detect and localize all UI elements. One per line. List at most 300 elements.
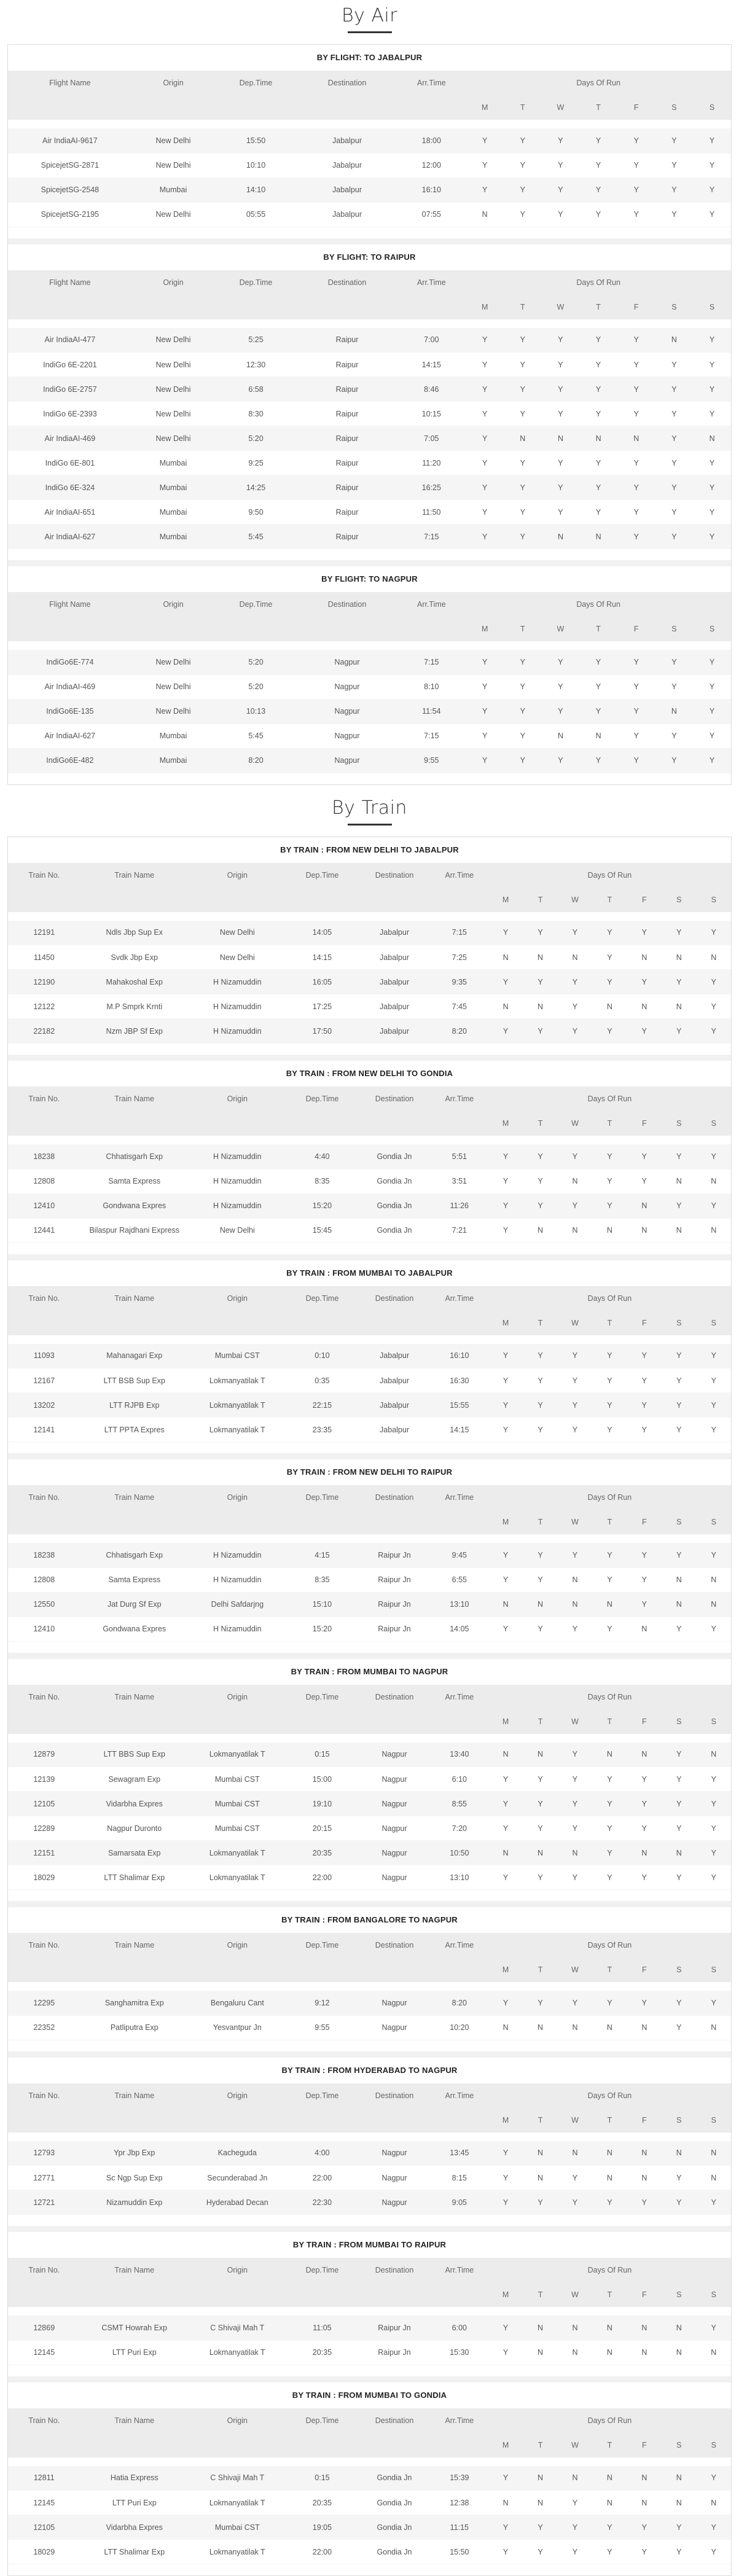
train-heading: By Train (332, 797, 407, 819)
day-run-cell: Y (693, 674, 731, 699)
train-no-cell: 12295 (8, 1991, 80, 2015)
day-run-cell: Y (697, 1816, 732, 1841)
destination-cell: Raipur Jn (358, 1617, 431, 1641)
table-row (8, 1368, 731, 1393)
day-letter-header: T (592, 1311, 627, 1335)
day-run-cell: N (662, 1169, 696, 1193)
dep-time-cell: 14:15 (286, 945, 359, 970)
train-table-section (8, 2376, 731, 2576)
train-no-cell: 18029 (8, 1865, 80, 1890)
day-run-cell: Y (693, 377, 731, 402)
dep-time-cell: 15:20 (286, 1617, 359, 1641)
day-letter-header: M (466, 617, 504, 641)
spacer-row (8, 912, 731, 921)
day-letter-header: T (579, 617, 617, 641)
destination-cell: Raipur Jn (358, 1567, 431, 1592)
table-row (8, 724, 731, 748)
days-of-run-header: Days Of Run (488, 863, 731, 888)
blank-header-cell (8, 1311, 80, 1335)
destination-cell: Gondia Jn (358, 1193, 431, 1218)
flight-name-cell: Air IndiaAI-627 (8, 525, 132, 549)
day-run-cell: N (627, 2340, 662, 2365)
train-name-cell: Sewagram Exp (80, 1767, 189, 1792)
day-run-cell: Y (579, 748, 617, 773)
day-run-cell: N (697, 2141, 732, 2166)
table-row (8, 921, 731, 945)
day-run-cell: Y (617, 674, 655, 699)
day-run-cell: Y (523, 2515, 557, 2540)
train-no-cell: 12105 (8, 2515, 80, 2540)
day-run-cell: N (592, 994, 627, 1019)
blank-header-cell (358, 2108, 431, 2133)
day-run-cell: Y (617, 475, 655, 500)
blank-header-cell (189, 2282, 286, 2307)
day-run-cell: Y (504, 328, 542, 353)
day-run-cell: N (523, 2340, 557, 2365)
train-name-cell: Jat Durg Sf Exp (80, 1592, 189, 1617)
day-run-cell: Y (662, 1543, 696, 1567)
spacer-row (8, 2307, 731, 2316)
day-run-cell: N (523, 994, 557, 1019)
dep-time-cell: 9:55 (286, 2015, 359, 2040)
origin-cell: H Nizamuddin (189, 970, 286, 994)
days-of-run-header: Days Of Run (488, 1933, 731, 1957)
origin-cell: New Delhi (132, 699, 215, 724)
train-name-cell: Gondwana Expres (80, 1617, 189, 1641)
day-run-cell: Y (655, 748, 694, 773)
day-run-cell: N (627, 1193, 662, 1218)
destination-cell: Nagpur (358, 1743, 431, 1767)
day-run-cell: Y (579, 377, 617, 402)
day-run-cell: N (627, 2491, 662, 2515)
train-name-cell: LTT PPTA Expres (80, 1418, 189, 1442)
train-no-header: Train No. (8, 1933, 80, 1957)
blank-header-cell (358, 1510, 431, 1534)
spacer-cell (8, 1335, 731, 1344)
blank-header-cell (297, 95, 397, 120)
blank-header-cell (80, 1709, 189, 1734)
day-run-cell: Y (662, 1767, 696, 1792)
dep-time-cell: 5:25 (214, 328, 297, 353)
dep-time-cell: 4:15 (286, 1543, 359, 1567)
train-no-cell: 12191 (8, 921, 80, 945)
day-run-cell: N (504, 426, 542, 451)
days-of-run-header: Days Of Run (488, 1685, 731, 1709)
flight-name-cell: Air IndiaAI-651 (8, 500, 132, 525)
day-letter-header: T (579, 295, 617, 319)
arr-time-cell: 10:20 (431, 2015, 488, 2040)
day-run-cell: Y (488, 2540, 523, 2564)
day-run-cell: Y (542, 153, 580, 178)
day-run-cell: Y (466, 153, 504, 178)
train-no-cell: 12410 (8, 1193, 80, 1218)
day-run-cell: Y (558, 1144, 592, 1169)
train-name-cell: Ndls Jbp Sup Ex (80, 921, 189, 945)
day-letter-header: S (693, 295, 731, 319)
day-run-cell: Y (693, 525, 731, 549)
arr-time-cell: 8:46 (397, 377, 466, 402)
arr-time-cell: 7:21 (431, 1218, 488, 1243)
destination-header: Destination (358, 2083, 431, 2108)
origin-cell: Mumbai CST (189, 1767, 286, 1792)
table-title: BY TRAIN : FROM BANGALORE TO NAGPUR (8, 1907, 731, 1933)
train-no-cell: 12139 (8, 1767, 80, 1792)
destination-cell: Nagpur (358, 1792, 431, 1816)
dep-time-cell: 0:15 (286, 2466, 359, 2491)
day-run-cell: Y (627, 2515, 662, 2540)
day-run-cell: N (592, 2316, 627, 2340)
train-name-cell: Gondwana Expres (80, 1193, 189, 1218)
day-run-cell: N (662, 2491, 696, 2515)
day-letters-row (8, 1311, 731, 1335)
day-run-cell: Y (592, 1991, 627, 2015)
origin-cell: New Delhi (132, 328, 215, 353)
day-run-cell: Y (558, 2190, 592, 2215)
dep-time-cell: 14:25 (214, 475, 297, 500)
destination-cell: Gondia Jn (358, 1169, 431, 1193)
day-run-cell: Y (523, 1144, 557, 1169)
table-row (8, 1841, 731, 1865)
day-letter-header: T (523, 1111, 557, 1136)
day-run-cell: Y (662, 1019, 696, 1044)
day-run-cell: Y (655, 525, 694, 549)
day-letter-header: W (558, 2282, 592, 2307)
day-run-cell: Y (655, 202, 694, 227)
day-letter-header: T (523, 1709, 557, 1734)
day-run-cell: Y (504, 475, 542, 500)
blank-header-cell (189, 2108, 286, 2133)
arr-time-cell: 07:55 (397, 202, 466, 227)
blank-header-cell (8, 2108, 80, 2133)
table-row (8, 2015, 731, 2040)
dep-time-header: Dep.Time (286, 1286, 359, 1311)
train-no-header: Train No. (8, 1485, 80, 1510)
day-run-cell: Y (579, 353, 617, 377)
table-row (8, 1743, 731, 1767)
day-run-cell: Y (466, 451, 504, 475)
day-run-cell: Y (627, 1865, 662, 1890)
table-row (8, 1193, 731, 1218)
day-run-cell: N (523, 2316, 557, 2340)
arr-time-cell: 15:55 (431, 1393, 488, 1418)
day-letter-header: W (558, 1709, 592, 1734)
arr-time-cell: 15:50 (431, 2540, 488, 2564)
table-row (8, 2515, 731, 2540)
table-row (8, 1393, 731, 1418)
train-no-cell: 12793 (8, 2141, 80, 2166)
origin-cell: New Delhi (132, 402, 215, 426)
blank-header-cell (358, 1311, 431, 1335)
train-table (8, 863, 731, 1044)
day-run-cell: Y (542, 402, 580, 426)
origin-cell: Mumbai (132, 724, 215, 748)
day-run-cell: N (523, 2466, 557, 2491)
arr-time-header: Arr.Time (431, 2258, 488, 2282)
blank-header-cell (8, 888, 80, 912)
day-letter-header: T (523, 888, 557, 912)
day-run-cell: N (627, 945, 662, 970)
day-letter-header: T (504, 295, 542, 319)
day-run-cell: Y (617, 402, 655, 426)
blank-header-cell (431, 1957, 488, 1982)
day-run-cell: Y (523, 2190, 557, 2215)
day-letter-header: W (558, 1510, 592, 1534)
day-letter-header: M (488, 2433, 523, 2457)
destination-cell: Raipur (297, 377, 397, 402)
day-run-cell: Y (592, 1865, 627, 1890)
blank-header-cell (189, 2433, 286, 2457)
origin-cell: Mumbai (132, 178, 215, 202)
destination-cell: Gondia Jn (358, 2466, 431, 2491)
table-row (8, 2540, 731, 2564)
day-run-cell: Y (662, 1418, 696, 1442)
train-tables-container (7, 837, 732, 2576)
spacer-cell (8, 2307, 731, 2316)
day-run-cell: Y (558, 1991, 592, 2015)
train-name-cell: LTT BBS Sup Exp (80, 1743, 189, 1767)
table-row (8, 2340, 731, 2365)
day-run-cell: N (697, 1743, 732, 1767)
day-run-cell: N (627, 2166, 662, 2190)
origin-header: Origin (189, 863, 286, 888)
day-run-cell: Y (693, 724, 731, 748)
arr-time-cell: 6:55 (431, 1567, 488, 1592)
train-name-header: Train Name (80, 863, 189, 888)
origin-cell: New Delhi (132, 426, 215, 451)
day-run-cell: Y (592, 970, 627, 994)
table-title: BY TRAIN : FROM MUMBAI TO JABALPUR (8, 1260, 731, 1286)
day-run-cell: N (488, 1592, 523, 1617)
dep-time-cell: 17:50 (286, 1019, 359, 1044)
day-run-cell: Y (655, 353, 694, 377)
train-table-section (8, 2226, 731, 2376)
day-run-cell: Y (662, 1617, 696, 1641)
arr-time-cell: 7:00 (397, 328, 466, 353)
train-name-cell: Samarsata Exp (80, 1841, 189, 1865)
day-run-cell: Y (558, 921, 592, 945)
dep-time-header: Dep.Time (286, 2083, 359, 2108)
dep-time-cell: 19:10 (286, 1792, 359, 1816)
destination-cell: Jabalpur (358, 921, 431, 945)
dep-time-cell: 8:35 (286, 1567, 359, 1592)
destination-header: Destination (358, 2258, 431, 2282)
spacer-cell (8, 120, 731, 128)
table-row (8, 970, 731, 994)
destination-cell: Nagpur (297, 674, 397, 699)
flight-name-header: Flight Name (8, 270, 132, 295)
day-run-cell: Y (579, 451, 617, 475)
day-letter-header: S (693, 617, 731, 641)
flight-name-cell: Air IndiaAI-469 (8, 426, 132, 451)
blank-header-cell (189, 1709, 286, 1734)
day-run-cell: Y (504, 748, 542, 773)
blank-header-cell (286, 2433, 359, 2457)
train-table (8, 1485, 731, 1642)
day-run-cell: Y (627, 1393, 662, 1418)
arr-time-cell: 7:15 (397, 525, 466, 549)
day-letter-header: W (558, 1111, 592, 1136)
destination-cell: Nagpur (358, 1991, 431, 2015)
origin-cell: C Shivaji Mah T (189, 2466, 286, 2491)
blank-header-cell (80, 888, 189, 912)
blank-header-cell (189, 888, 286, 912)
day-run-cell: Y (617, 178, 655, 202)
origin-cell: Mumbai (132, 475, 215, 500)
flight-name-cell: IndiGo 6E-2393 (8, 402, 132, 426)
day-run-cell: N (662, 1218, 696, 1243)
blank-header-cell (286, 2282, 359, 2307)
train-name-cell: Mahanagari Exp (80, 1344, 189, 1368)
day-run-cell: N (592, 1743, 627, 1767)
dep-time-cell: 5:20 (214, 426, 297, 451)
origin-cell: Mumbai (132, 525, 215, 549)
blank-header-cell (80, 1311, 189, 1335)
day-run-cell: Y (617, 650, 655, 674)
header-row (8, 2258, 731, 2282)
day-run-cell: Y (488, 1567, 523, 1592)
day-run-cell: Y (558, 2515, 592, 2540)
header-row (8, 2408, 731, 2433)
day-run-cell: Y (693, 353, 731, 377)
destination-header: Destination (358, 2408, 431, 2433)
origin-cell: H Nizamuddin (189, 1567, 286, 1592)
train-table (8, 1685, 731, 1891)
destination-cell: Raipur (297, 353, 397, 377)
table-row (8, 2466, 731, 2491)
train-no-header: Train No. (8, 863, 80, 888)
day-run-cell: N (627, 2015, 662, 2040)
blank-header-cell (8, 2282, 80, 2307)
spacer-row (8, 1335, 731, 1344)
day-letter-header: S (662, 2282, 696, 2307)
origin-header: Origin (132, 592, 215, 617)
train-name-cell: Svdk Jbp Exp (80, 945, 189, 970)
flight-name-header: Flight Name (8, 71, 132, 95)
day-letter-header: T (523, 2108, 557, 2133)
day-run-cell: Y (488, 1344, 523, 1368)
day-run-cell: Y (504, 202, 542, 227)
table-row (8, 2491, 731, 2515)
day-run-cell: N (488, 994, 523, 1019)
arr-time-header: Arr.Time (397, 592, 466, 617)
arr-time-cell: 10:50 (431, 1841, 488, 1865)
day-run-cell: N (523, 2166, 557, 2190)
train-name-cell: Nizamuddin Exp (80, 2190, 189, 2215)
day-run-cell: N (466, 202, 504, 227)
day-run-cell: Y (627, 1169, 662, 1193)
day-run-cell: Y (558, 1393, 592, 1418)
origin-cell: H Nizamuddin (189, 1617, 286, 1641)
day-run-cell: Y (488, 2166, 523, 2190)
table-row (8, 475, 731, 500)
day-run-cell: N (542, 525, 580, 549)
arr-time-cell: 6:00 (431, 2316, 488, 2340)
day-run-cell: N (627, 2141, 662, 2166)
day-run-cell: Y (558, 970, 592, 994)
day-run-cell: Y (488, 2340, 523, 2365)
spacer-cell (8, 1982, 731, 1991)
day-run-cell: Y (592, 2540, 627, 2564)
day-run-cell: N (488, 1743, 523, 1767)
day-run-cell: N (558, 2316, 592, 2340)
header-row (8, 1485, 731, 1510)
day-run-cell: Y (488, 2466, 523, 2491)
day-run-cell: Y (504, 402, 542, 426)
day-letter-header: F (627, 1311, 662, 1335)
spacer-cell (8, 2133, 731, 2141)
day-letter-header: F (627, 2433, 662, 2457)
day-letter-header: S (697, 1111, 732, 1136)
destination-cell: Raipur (297, 525, 397, 549)
day-run-cell: Y (697, 1841, 732, 1865)
train-name-header: Train Name (80, 2258, 189, 2282)
day-letter-header: M (488, 1957, 523, 1982)
day-run-cell: Y (697, 1144, 732, 1169)
day-run-cell: Y (488, 1418, 523, 1442)
origin-cell: Delhi Safdarjng (189, 1592, 286, 1617)
dep-time-cell: 20:15 (286, 1816, 359, 1841)
train-no-cell: 12811 (8, 2466, 80, 2491)
blank-header-cell (397, 617, 466, 641)
arr-time-cell: 16:10 (431, 1344, 488, 1368)
train-name-cell: Sc Ngp Sup Exp (80, 2166, 189, 2190)
day-run-cell: Y (617, 748, 655, 773)
day-letter-header: S (662, 1311, 696, 1335)
table-row (8, 1592, 731, 1617)
flight-name-header: Flight Name (8, 592, 132, 617)
table-row (8, 451, 731, 475)
origin-header: Origin (189, 1087, 286, 1111)
blank-header-cell (397, 95, 466, 120)
day-letters-row (8, 1510, 731, 1534)
day-run-cell: Y (627, 1543, 662, 1567)
table-row (8, 1792, 731, 1816)
blank-header-cell (286, 1957, 359, 1982)
destination-header: Destination (297, 71, 397, 95)
day-letter-header: S (662, 888, 696, 912)
day-run-cell: Y (488, 1792, 523, 1816)
train-no-cell: 12122 (8, 994, 80, 1019)
day-run-cell: Y (592, 2190, 627, 2215)
day-run-cell: Y (542, 650, 580, 674)
train-name-cell: Vidarbha Expres (80, 2515, 189, 2540)
destination-cell: Jabalpur (297, 178, 397, 202)
origin-header: Origin (132, 270, 215, 295)
day-run-cell: Y (693, 650, 731, 674)
train-no-cell: 12721 (8, 2190, 80, 2215)
blank-header-cell (80, 2108, 189, 2133)
day-run-cell: Y (542, 451, 580, 475)
day-letter-header: M (488, 2282, 523, 2307)
day-letter-header: T (592, 2433, 627, 2457)
day-run-cell: N (523, 1743, 557, 1767)
day-letter-header: W (558, 1311, 592, 1335)
day-run-cell: Y (542, 500, 580, 525)
day-run-cell: Y (592, 1144, 627, 1169)
day-run-cell: N (662, 2340, 696, 2365)
destination-cell: Gondia Jn (358, 1144, 431, 1169)
header-row (8, 863, 731, 888)
blank-header-cell (431, 1709, 488, 1734)
table-row (8, 353, 731, 377)
flight-name-cell: SpicejetSG-2195 (8, 202, 132, 227)
destination-cell: Gondia Jn (358, 2515, 431, 2540)
day-letter-header: S (697, 1957, 732, 1982)
table-row (8, 1865, 731, 1890)
days-of-run-header: Days Of Run (488, 1087, 731, 1111)
arr-time-cell: 10:15 (397, 402, 466, 426)
arr-time-header: Arr.Time (431, 1485, 488, 1510)
